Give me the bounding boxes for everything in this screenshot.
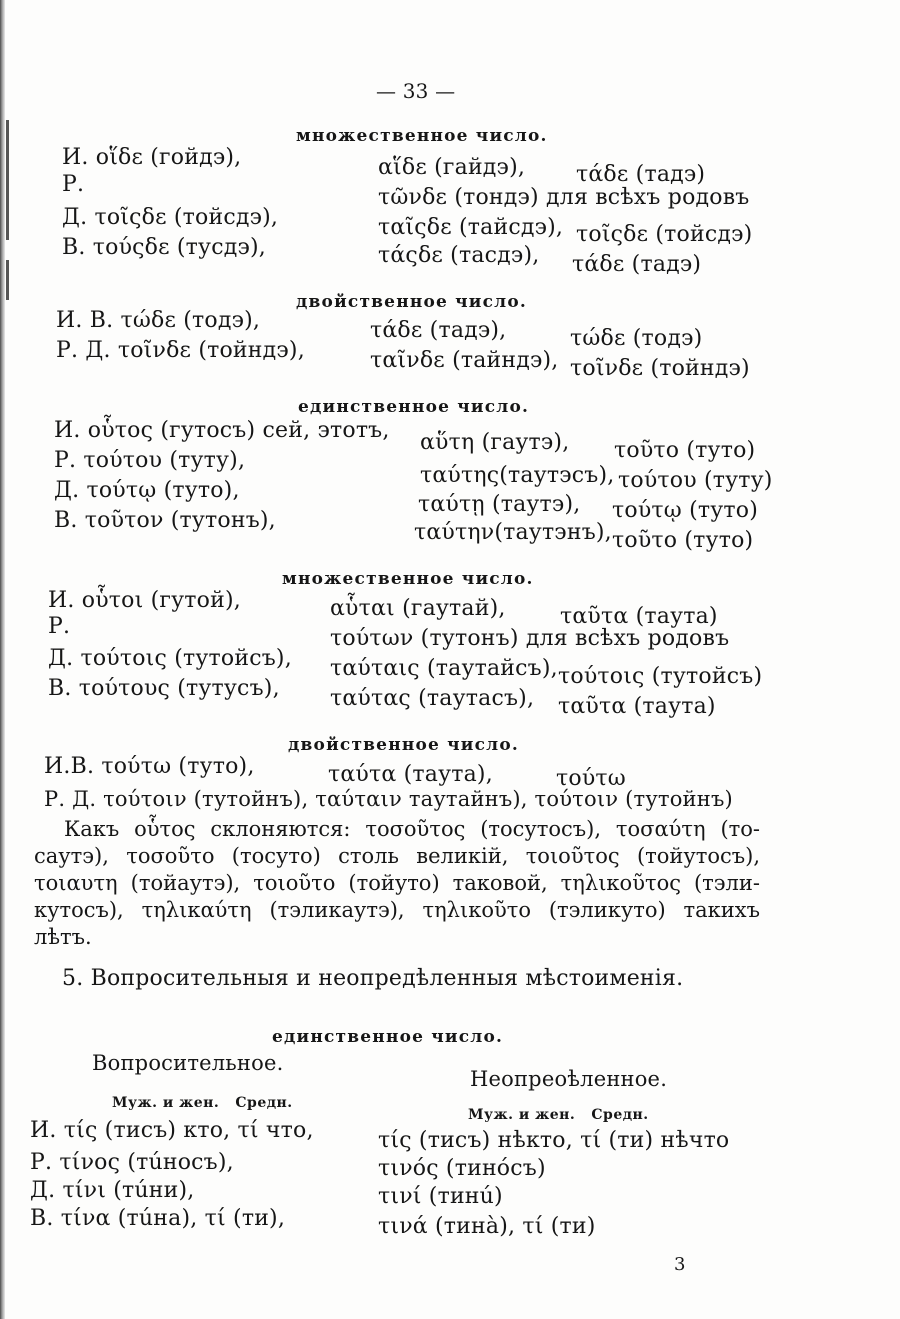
paragraph-line: Какъ οὗτος склоняются: τοσοῦτος (тосутосъ), τοσαύτη (то- [64, 817, 760, 841]
declension-form: τίς (тисъ) нѣкто, τί (ти) нѣчто [378, 1128, 730, 1153]
declension-form: τούτων (тутонъ) для всѣхъ родовъ [330, 626, 730, 651]
section-heading: множественное число. [282, 569, 534, 589]
declension-form: τώδε (тодэ) [570, 326, 703, 351]
column-subheading: Муж. и жен. Средн. [112, 1095, 293, 1111]
declension-form: αὗται (гаутай), [330, 596, 506, 621]
declension-form: αὕτη (гаутэ), [420, 430, 570, 455]
declension-form: τάδε (тадэ) [572, 252, 702, 277]
declension-form: В. τούτους (тутусъ), [48, 676, 280, 701]
declension-form: ταῦτα (таута) [560, 604, 718, 629]
binding-shadow [6, 260, 9, 300]
declension-form: τινί (тинú) [378, 1184, 503, 1209]
declension-form: И. τίς (тисъ) кто, τί что, [30, 1118, 314, 1143]
declension-form: ταῦτα (таута) [558, 694, 716, 719]
binding-shadow [6, 120, 9, 240]
paragraph-line: кутосъ), τηλικαύτη (тэликаутэ), τηλικοῦτο (тэликуто) такихъ [34, 898, 760, 922]
declension-form: Д. τίνι (тúни), [30, 1178, 195, 1203]
declension-form: Р. τίνος (тúносъ), [30, 1150, 234, 1175]
declension-form: И. οἵδε (гойдэ), [62, 145, 242, 170]
declension-form: В. τοῦτον (тутонъ), [54, 508, 276, 533]
column-title: Вопросительное. [92, 1051, 284, 1075]
declension-form: Д. τοῖςδε (тойсдэ), [62, 205, 279, 230]
column-subheading: Муж. и жен. Средн. [468, 1107, 649, 1123]
declension-form: τούτοις (тутойсъ) [558, 664, 763, 689]
declension-form: ταύτα (таута), [328, 762, 493, 787]
declension-form: И.В. τούτω (туто), [44, 754, 255, 779]
paragraph-line: τοιαυτη (тойаутэ), τοιοῦτο (тойуто) таковой, τηλικοῦτος (тэли- [34, 871, 760, 895]
declension-form: ταῖςδε (тайсдэ), [378, 215, 564, 240]
declension-form: Р. [48, 614, 71, 639]
declension-form: Р. Д. τοῖνδε (тойндэ), [56, 338, 305, 363]
section-heading: двойственное число. [296, 292, 528, 312]
declension-form: τοῦτο (туто) [612, 528, 754, 553]
declension-line: Р. Д. τούτοιν (тутойнъ), ταύταιν таутайнъ), τούτοιν (тутойнъ) [44, 787, 733, 811]
declension-note [34, 816, 760, 951]
declension-form: Р. τούτου (туту), [54, 448, 246, 473]
declension-form: Д. τούτῳ (туто), [54, 478, 240, 503]
declension-form: τοῖςδε (тойсдэ) [576, 222, 753, 247]
column-title: Неопреоѣленное. [470, 1067, 668, 1091]
declension-form: ταύτης(таутэсъ), [420, 463, 615, 488]
signature-mark: 3 [674, 1254, 686, 1275]
declension-form: τοῖνδε (тойндэ) [570, 356, 750, 381]
page-number: — 33 — [376, 79, 456, 103]
declension-form: И. В. τώδε (тодэ), [56, 308, 261, 333]
declension-form: ταύτῃ (таутэ), [418, 492, 581, 517]
section-heading: единственное число. [298, 397, 530, 417]
declension-form: Р. [62, 172, 85, 197]
section-heading: двойственное число. [288, 735, 520, 755]
declension-form: ταύταις (таутайсъ), [330, 656, 558, 681]
declension-form: ταύτην(таутэнъ), [414, 520, 612, 545]
declension-form: αἵδε (гайдэ), [378, 155, 526, 180]
declension-form: ταύτας (таутасъ), [330, 686, 535, 711]
paragraph-line: саутэ), τοσοῦτο (тосуто) столь великій, τοιοῦτος (тойутосъ), [34, 844, 760, 868]
declension-form: τούτω [556, 766, 626, 791]
section-heading: множественное число. [296, 126, 548, 146]
declension-form: τοῦτο (туто) [614, 438, 756, 463]
declension-form: τάδε (тадэ) [576, 162, 706, 187]
declension-form: τῶνδε (тондэ) для всѣхъ родовъ [378, 185, 750, 210]
declension-form: τάςδε (тасдэ), [378, 243, 540, 268]
declension-form: Д. τούτοις (тутойсъ), [48, 646, 292, 671]
declension-form: τινός (тинóсъ) [378, 1156, 546, 1181]
section-title: 5. Вопросительныя и неопредѣленныя мѣстоименія. [62, 966, 684, 991]
declension-form: τούτου (туту) [618, 468, 773, 493]
declension-form: τούτῳ (туто) [612, 498, 758, 523]
section-heading: единственное число. [272, 1027, 504, 1047]
declension-form: И. οὗτοι (гутой), [48, 588, 241, 613]
declension-form: τινά (тинà), τί (ти) [378, 1214, 596, 1239]
page-binding-edge [0, 0, 5, 1319]
declension-form: τάδε (тадэ), [370, 318, 507, 343]
declension-form: И. οὗτος (гутосъ) сей, этотъ, [54, 418, 390, 443]
declension-form: В. τίνα (тúна), τί (ти), [30, 1206, 286, 1231]
declension-form: В. τούςδε (тусдэ), [62, 235, 266, 260]
declension-form: ταῖνδε (тайндэ), [370, 348, 559, 373]
paragraph-line: лѣтъ. [34, 925, 92, 949]
